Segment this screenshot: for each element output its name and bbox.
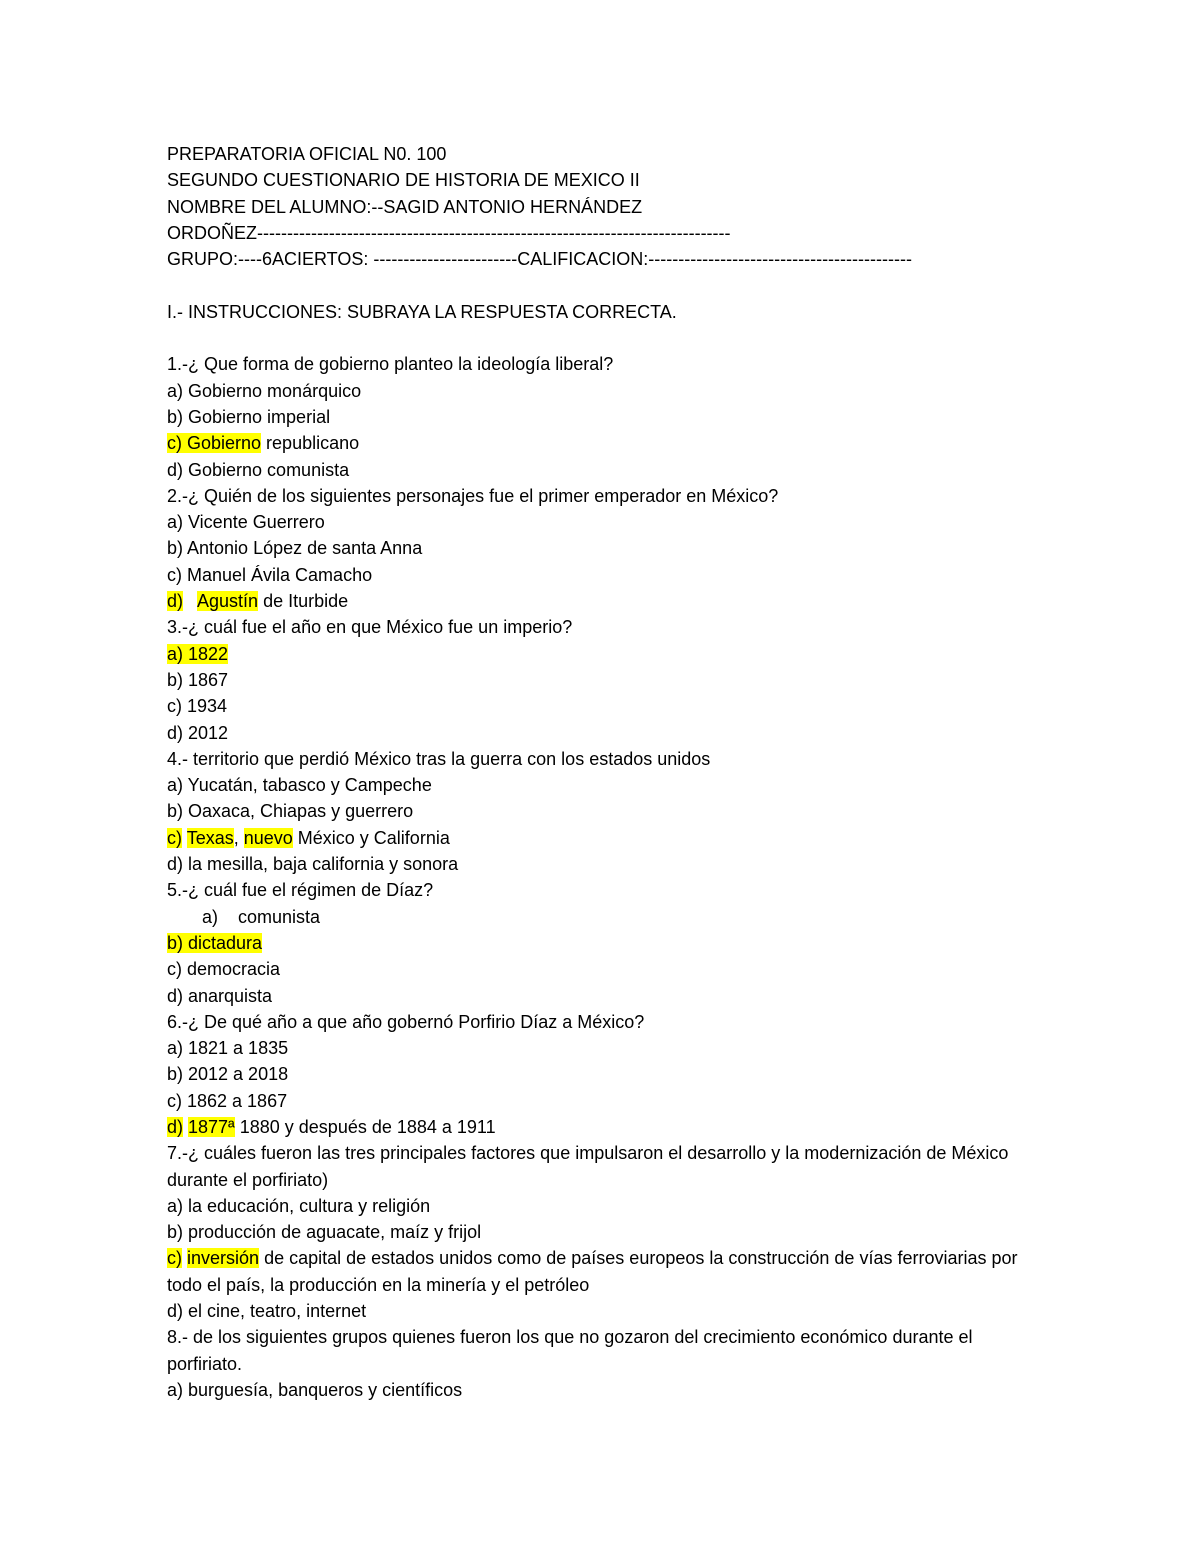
q1-option-b: b) Gobierno imperial — [167, 406, 331, 427]
highlighted-answer: Texas — [186, 827, 234, 848]
q3-option-b: b) 1867 — [167, 669, 229, 690]
highlighted-answer: 1877ª — [188, 1116, 235, 1137]
q3-option-c: c) 1934 — [167, 696, 228, 717]
highlighted-answer: nuevo — [243, 827, 293, 848]
q6-option-d — [167, 1114, 1047, 1140]
q4-option-c — [167, 825, 1047, 851]
q7-option-d: d) el cine, teatro, internet — [167, 1301, 367, 1322]
questionnaire-title: SEGUNDO CUESTIONARIO DE HISTORIA DE MEXICO II — [167, 170, 640, 191]
highlighted-answer: d) — [167, 591, 184, 612]
student-name-line-continued: ORDOÑEZ------------------------------------------------------------------------------- — [167, 222, 731, 243]
highlighted-answer: Agustín — [197, 591, 259, 612]
q7-option-b: b) producción de aguacate, maíz y frijol — [167, 1222, 482, 1243]
q6-option-c: c) 1862 a 1867 — [167, 1090, 288, 1111]
document-body — [167, 141, 1047, 1403]
q2-option-d — [167, 588, 1047, 614]
question-5: 5.-¿ cuál fue el régimen de Díaz? — [167, 880, 434, 901]
q4-option-b: b) Oaxaca, Chiapas y guerrero — [167, 801, 414, 822]
q3-option-a — [167, 641, 1047, 667]
q2-option-b: b) Antonio López de santa Anna — [167, 538, 423, 559]
group-score-line: GRUPO:----6ACIERTOS: ------------------------CALIFICACION:-------------------------------------------- — [167, 249, 912, 270]
spacer — [167, 272, 1047, 298]
q4-option-d: d) la mesilla, baja california y sonora — [167, 854, 459, 875]
q2-option-a: a) Vicente Guerrero — [167, 512, 325, 533]
q7-option-a: a) la educación, cultura y religión — [167, 1195, 431, 1216]
q6-option-b: b) 2012 a 2018 — [167, 1064, 289, 1085]
q7-option-c — [167, 1245, 1047, 1298]
highlighted-answer: c) Gobierno — [167, 433, 262, 454]
highlighted-answer: b) dictadura — [167, 932, 263, 953]
highlighted-answer: inversión — [187, 1248, 260, 1269]
option-text: de capital de estados unidos como de países europeos la construcción de vías ferroviarias por todo el país, la producción en la minería y el petróleo — [167, 1248, 1018, 1295]
highlighted-answer: a) 1822 — [167, 643, 229, 664]
q8-option-a: a) burguesía, banqueros y científicos — [167, 1379, 463, 1400]
option-text: 1880 y después de 1884 a 1911 — [234, 1116, 496, 1137]
option-text: de Iturbide — [258, 591, 349, 612]
option-text: México y California — [292, 827, 450, 848]
q5-option-d: d) anarquista — [167, 985, 273, 1006]
school-name: PREPARATORIA OFICIAL N0. 100 — [167, 144, 447, 164]
instructions: I.- INSTRUCCIONES: SUBRAYA LA RESPUESTA CORRECTA. — [167, 301, 677, 322]
option-text: , — [233, 827, 244, 848]
question-3: 3.-¿ cuál fue el año en que México fue un imperio? — [167, 617, 573, 638]
q5-option-a: a) comunista — [202, 906, 321, 927]
question-4: 4.- territorio que perdió México tras la guerra con los estados unidos — [167, 748, 711, 769]
q1-option-a: a) Gobierno monárquico — [167, 380, 362, 401]
highlighted-answer: d) — [167, 1116, 184, 1137]
q1-option-d: d) Gobierno comunista — [167, 459, 350, 480]
q2-option-c: c) Manuel Ávila Camacho — [167, 564, 373, 585]
highlighted-answer: c) — [167, 1248, 182, 1269]
q5-option-b — [167, 930, 1047, 956]
q5-option-c: c) democracia — [167, 959, 281, 980]
question-8: 8.- de los siguientes grupos quienes fueron los que no gozaron del crecimiento económico durante el porfiriato. — [167, 1327, 973, 1374]
student-name-line: NOMBRE DEL ALUMNO:--SAGID ANTONIO HERNÁNDEZ — [167, 196, 643, 217]
q6-option-a: a) 1821 a 1835 — [167, 1038, 289, 1059]
option-text: republicano — [261, 433, 360, 454]
q1-option-c — [167, 430, 1047, 456]
q3-option-d: d) 2012 — [167, 722, 229, 743]
spacer — [167, 325, 1047, 351]
question-7: 7.-¿ cuáles fueron las tres principales factores que impulsaron el desarrollo y la modernización de México durante el porfiriato) — [167, 1143, 1009, 1190]
option-text — [182, 828, 187, 848]
highlighted-answer: c) — [167, 827, 182, 848]
q4-option-a: a) Yucatán, tabasco y Campeche — [167, 775, 432, 796]
question-1: 1.-¿ Que forma de gobierno planteo la ideología liberal? — [167, 354, 614, 375]
question-2: 2.-¿ Quién de los siguientes personajes fue el primer emperador en México? — [167, 485, 779, 506]
question-6: 6.-¿ De qué año a que año gobernó Porfirio Díaz a México? — [167, 1011, 645, 1032]
